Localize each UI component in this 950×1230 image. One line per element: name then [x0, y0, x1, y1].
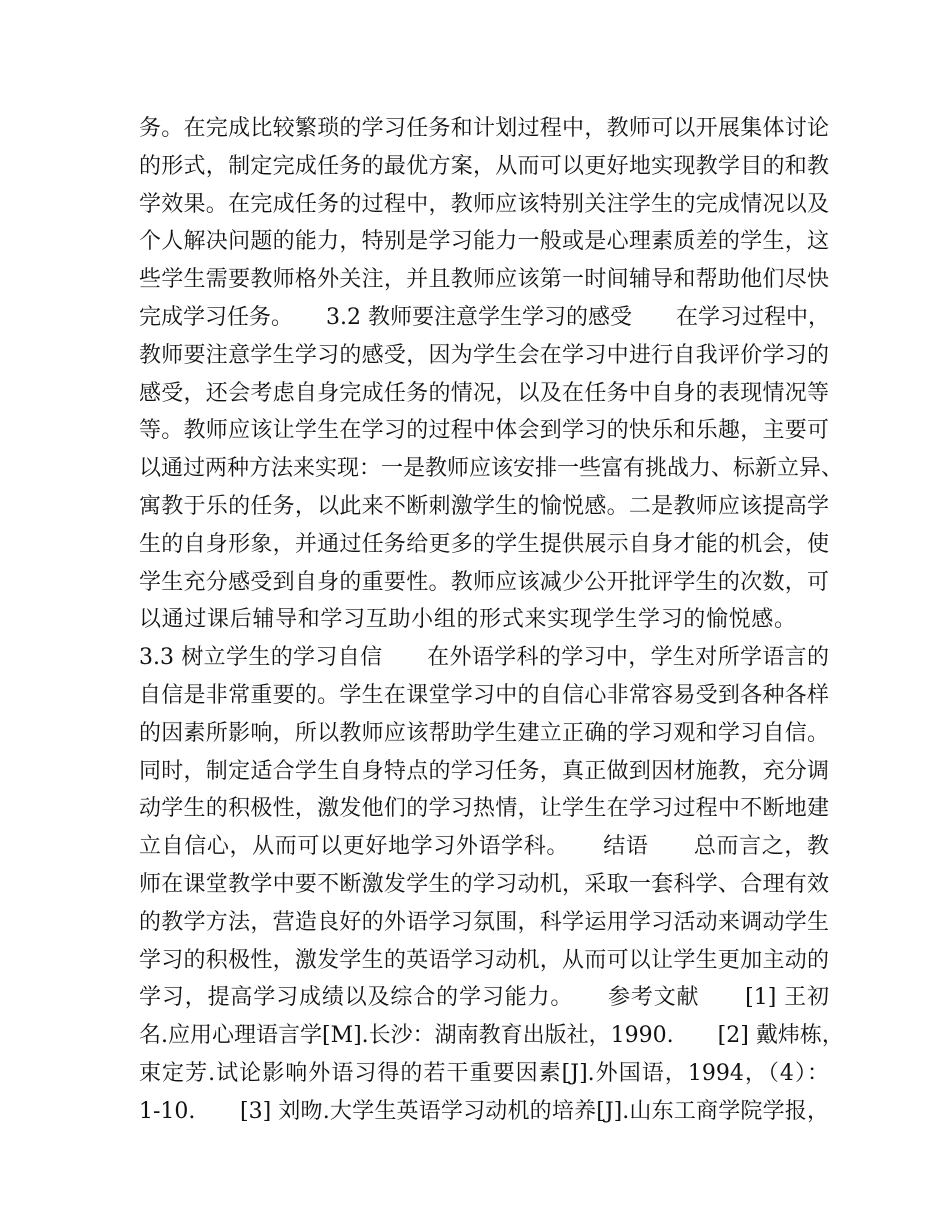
- text-line: 些学生需要教师格外关注，并且教师应该第一时间辅导和帮助他们尽快: [139, 267, 829, 293]
- text-line: 名.应用心理语言学[M].长沙：湖南教育出版社，1990. [2] 戴炜栋，: [139, 1023, 844, 1049]
- text-line: 立自信心，从而可以更好地学习外语学科。 结语 总而言之，教: [139, 834, 829, 860]
- text-line: 1-10. [3] 刘昒.大学生英语学习动机的培养[J].山东工商学院学报，: [139, 1098, 829, 1124]
- text-line: 学习，提高学习成绩以及综合的学习能力。 参考文献 [1] 王初: [139, 985, 829, 1011]
- body-text: [139, 110, 844, 1131]
- text-line: 学生充分感受到自身的重要性。教师应该减少公开批评学生的次数，可: [139, 569, 829, 595]
- text-line: 个人解决问题的能力，特别是学习能力一般或是心理素质差的学生，这: [139, 229, 829, 255]
- text-line: 的教学方法，营造良好的外语学习氛围，科学运用学习活动来调动学生: [139, 909, 829, 935]
- text-line: 感受，还会考虑自身完成任务的情况，以及在任务中自身的表现情况等: [139, 380, 829, 406]
- text-line: 学习的积极性，激发学生的英语学习动机，从而可以让学生更加主动的: [139, 947, 829, 973]
- text-line: 动学生的积极性，激发他们的学习热情，让学生在学习过程中不断地建: [139, 796, 829, 822]
- text-line: 3.3 树立学生的学习自信 在外语学科的学习中，学生对所学语言的: [139, 645, 829, 671]
- text-line: 师在课堂教学中要不断激发学生的学习动机，采取一套科学、合理有效: [139, 871, 829, 897]
- text-line: 自信是非常重要的。学生在课堂学习中的自信心非常容易受到各种各样: [139, 682, 829, 708]
- text-line: 束定芳.试论影响外语习得的若干重要因素[J].外国语，1994，（4）：: [139, 1060, 829, 1086]
- text-line: 以通过课后辅导和学习互助小组的形式来实现学生学习的愉悦感。: [139, 607, 829, 633]
- text-line: 生的自身形象，并通过任务给更多的学生提供展示自身才能的机会，使: [139, 531, 829, 557]
- text-line: 同时，制定适合学生自身特点的学习任务，真正做到因材施教，充分调: [139, 758, 829, 784]
- text-line: 以通过两种方法来实现：一是教师应该安排一些富有挑战力、标新立异、: [139, 456, 844, 482]
- text-line: 的形式，制定完成任务的最优方案，从而可以更好地实现教学目的和教: [139, 153, 829, 179]
- text-line: 务。在完成比较繁琐的学习任务和计划过程中，教师可以开展集体讨论: [139, 116, 829, 141]
- text-line: 完成学习任务。 3.2 教师要注意学生学习的感受 在学习过程中，: [139, 304, 830, 330]
- text-line: 寓教于乐的任务，以此来不断刺激学生的愉悦感。二是教师应该提高学: [139, 493, 829, 519]
- text-line: 教师要注意学生学习的感受，因为学生会在学习中进行自我评价学习的: [139, 342, 829, 368]
- text-line: 的因素所影响，所以教师应该帮助学生建立正确的学习观和学习自信。: [139, 720, 829, 746]
- text-line: 等。教师应该让学生在学习的过程中体会到学习的快乐和乐趣，主要可: [139, 418, 829, 444]
- text-line: 学效果。在完成任务的过程中，教师应该特别关注学生的完成情况以及: [139, 191, 829, 217]
